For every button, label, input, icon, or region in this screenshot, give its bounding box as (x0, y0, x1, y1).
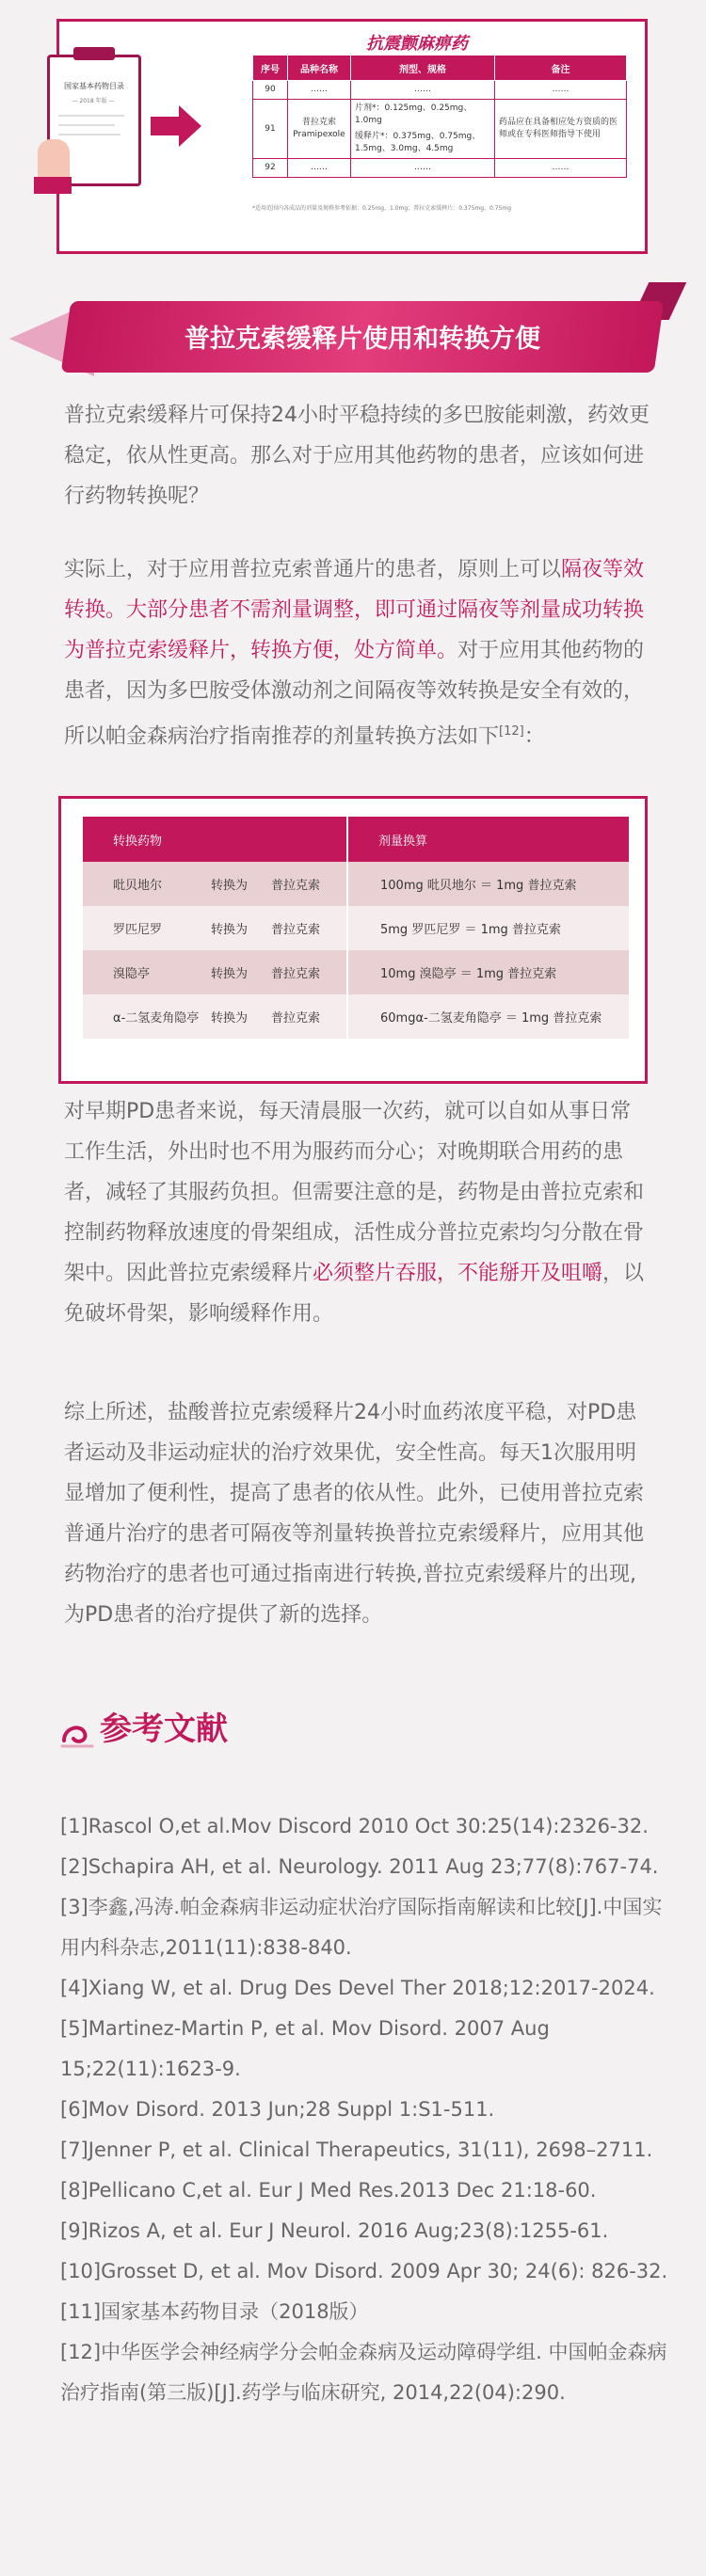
conv-verb: 转换为 (211, 950, 271, 994)
reference-item: [9]Rizos A, et al. Eur J Neurol. 2016 Aug;23(8):1255-61. (60, 2219, 609, 2242)
conv-drug: 吡贝地尔 (83, 862, 211, 906)
table-row (253, 159, 627, 178)
conversion-paragraph (64, 549, 650, 756)
clipboard-line (58, 134, 120, 135)
conv-target: 普拉克索 (271, 950, 347, 994)
reference-item: [1]Rascol O,et al.Mov Discord 2010 Oct 30:25(14):2326-32. (60, 1815, 649, 1837)
conv-dose: 5mg 罗匹尼罗 ＝ 1mg 普拉克索 (347, 906, 629, 950)
drug-table-header: 品种名称 (288, 56, 351, 81)
section-title: 普拉克索缓释片使用和转换方便 (185, 325, 540, 354)
clipboard-illustration (38, 45, 151, 196)
usage-paragraph (64, 1091, 650, 1334)
intro-paragraph: 普拉克索缓释片可保持24小时平稳持续的多巴胺能刺激，药效更稳定，依从性更高。那么对于应用其他药物的患者，应该如何进行药物转换呢？ (64, 404, 650, 508)
row-spec: …… (351, 159, 495, 178)
reference-item: [2]Schapira AH, et al. Neurology. 2011 Aug 23;77(8):767-74. (60, 1855, 659, 1878)
text: ： (523, 724, 545, 749)
row-note: …… (495, 159, 627, 178)
conversion-header: 剂量换算 (347, 817, 629, 862)
clipboard-line (58, 115, 124, 117)
reference-item: [3]李鑫,冯涛.帕金森病非运动症状治疗国际指南解读和比较[J].中国实用内科杂志,2011(11):838-840. (60, 1896, 663, 1959)
row-no: 90 (253, 81, 288, 100)
row-name: …… (288, 159, 351, 178)
conv-verb: 转换为 (211, 994, 271, 1039)
drug-table-header: 备注 (495, 56, 627, 81)
row-note: 药品应在具备相应处方资质的医师或在专科医师指导下使用 (495, 100, 627, 159)
clipboard-clip-icon (73, 47, 115, 60)
conv-verb: 转换为 (211, 862, 271, 906)
reference-item: [5]Martinez-Martin P, et al. Mov Disord. 2007 Aug 15;22(11):1623-9. (60, 2017, 550, 2080)
arrow-right-icon (151, 117, 179, 135)
drug-table-header: 剂型、规格 (351, 56, 495, 81)
row-spec-tablet: 片剂*：0.125mg、0.25mg、1.0mg (355, 103, 473, 125)
conv-dose: 60mgα-二氢麦角隐亭 ＝ 1mg 普拉克索 (347, 994, 629, 1039)
row-note: …… (495, 81, 627, 100)
conv-target: 普拉克索 (271, 994, 347, 1039)
drug-table-footnote: *适用范围内各成品的剂量及规格参考依据：0.25mg、1.0mg；普拉克索缓释片：0.375mg、0.75mg (252, 205, 512, 212)
text: 对于应用其他药物的患者，因为多巴胺受体激动剂之间隔夜等效转换是安全有效的，所以帕金森病治疗指南推荐的剂量转换方法如下 (64, 639, 645, 749)
row-spec-er: 缓释片*：0.375mg、0.75mg、1.5mg、3.0mg、4.5mg (355, 132, 481, 153)
reference-item: [8]Pellicano C,et al. Eur J Med Res.2013 Dec 21:18-60. (60, 2179, 597, 2202)
arrow-right-head-icon (179, 105, 201, 147)
row-name: 普拉克索 Pramipexole (288, 100, 351, 159)
row-no: 92 (253, 159, 288, 178)
conv-target: 普拉克索 (271, 906, 347, 950)
references-title: 参考文献 (100, 1710, 228, 1748)
row-spec (351, 100, 495, 159)
conv-dose: 10mg 溴隐亭 ＝ 1mg 普拉克索 (347, 950, 629, 994)
clipboard-line (58, 124, 115, 126)
clipboard-subtitle: — 2018 年版 — (72, 98, 115, 104)
row-name: …… (288, 81, 351, 100)
conv-drug: 溴隐亭 (83, 950, 211, 994)
sleeve-icon (34, 177, 72, 194)
row-spec: …… (351, 81, 495, 100)
text: ，以免破坏骨架，影响缓释作用。 (64, 1262, 645, 1326)
text: 实际上，对于应用普拉克索普通片的患者，原则上可以 (64, 558, 562, 581)
reference-item: [6]Mov Disord. 2013 Jun;28 Suppl 1:S1-511. (60, 2098, 495, 2121)
table-row (83, 906, 629, 950)
references-list (60, 1806, 672, 2413)
reference-item: [11]国家基本药物目录（2018版） (60, 2300, 369, 2323)
drug-table-header: 序号 (253, 56, 288, 81)
table-row (83, 950, 629, 994)
clipboard-title: 国家基本药物目录 (64, 82, 124, 90)
drug-table (252, 55, 627, 178)
highlight-text: 隔夜等效转换。 (64, 558, 645, 622)
conversion-table (83, 817, 629, 1039)
reference-item: [10]Grosset D, et al. Mov Disord. 2009 Apr 30; 24(6): 826-32. (60, 2260, 668, 2282)
conv-verb: 转换为 (211, 906, 271, 950)
text: 对早期PD患者来说，每天清晨服一次药，就可以自如从事日常工作生活，外出时也不用为服药而分心；对晚期联合用药的患者，减轻了其服药负担。但需要注意的是，药物是由普拉克索和控制药物释放速度的骨架组成，活性成分普拉克索均匀分散在骨架中。因此普拉克索缓释片 (64, 1100, 645, 1285)
table-row (253, 100, 627, 159)
citation: [12] (499, 724, 524, 739)
table-row (253, 81, 627, 100)
conv-drug: 罗匹尼罗 (83, 906, 211, 950)
conv-dose: 100mg 吡贝地尔 ＝ 1mg 普拉克索 (347, 862, 629, 906)
summary-paragraph: 综上所述，盐酸普拉克索缓释片24小时血药浓度平稳，对PD患者运动及非运动症状的治疗效果优，安全性高。每天1次服用明显增加了便利性，提高了患者的依从性。此外，已使用普拉克索普通片治疗的患者可隔夜等剂量转换普拉克索缓释片，应用其他药物治疗的患者也可通过指南进行转换,普拉克索缓释片的出现,为PD患者的治疗提供了新的选择。 (64, 1401, 645, 1627)
conv-drug: α-二氢麦角隐亭 (83, 994, 211, 1039)
table-row (83, 994, 629, 1039)
conversion-header: 转换药物 (83, 817, 347, 862)
row-no: 91 (253, 100, 288, 159)
conv-target: 普拉克索 (271, 862, 347, 906)
table-row (83, 862, 629, 906)
swirl-icon (60, 1716, 96, 1750)
highlight-text: 必须整片吞服，不能掰开及咀嚼 (313, 1262, 603, 1285)
highlight-text: 大部分患者不需剂量调整，即可通过隔夜等剂量成功转换为普拉克索缓释片，转换方便，处方简单。 (64, 598, 645, 662)
drug-table-title: 抗震颤麻痹药 (366, 34, 468, 54)
reference-item: [7]Jenner P, et al. Clinical Therapeutics, 31(11), 2698–2711. (60, 2139, 653, 2161)
reference-item: [4]Xiang W, et al. Drug Des Devel Ther 2018;12:2017-2024. (60, 1977, 655, 1999)
reference-item: [12]中华医学会神经病学分会帕金森病及运动障碍学组. 中国帕金森病治疗指南(第三版)[J].药学与临床研究, 2014,22(04):290. (60, 2341, 667, 2404)
